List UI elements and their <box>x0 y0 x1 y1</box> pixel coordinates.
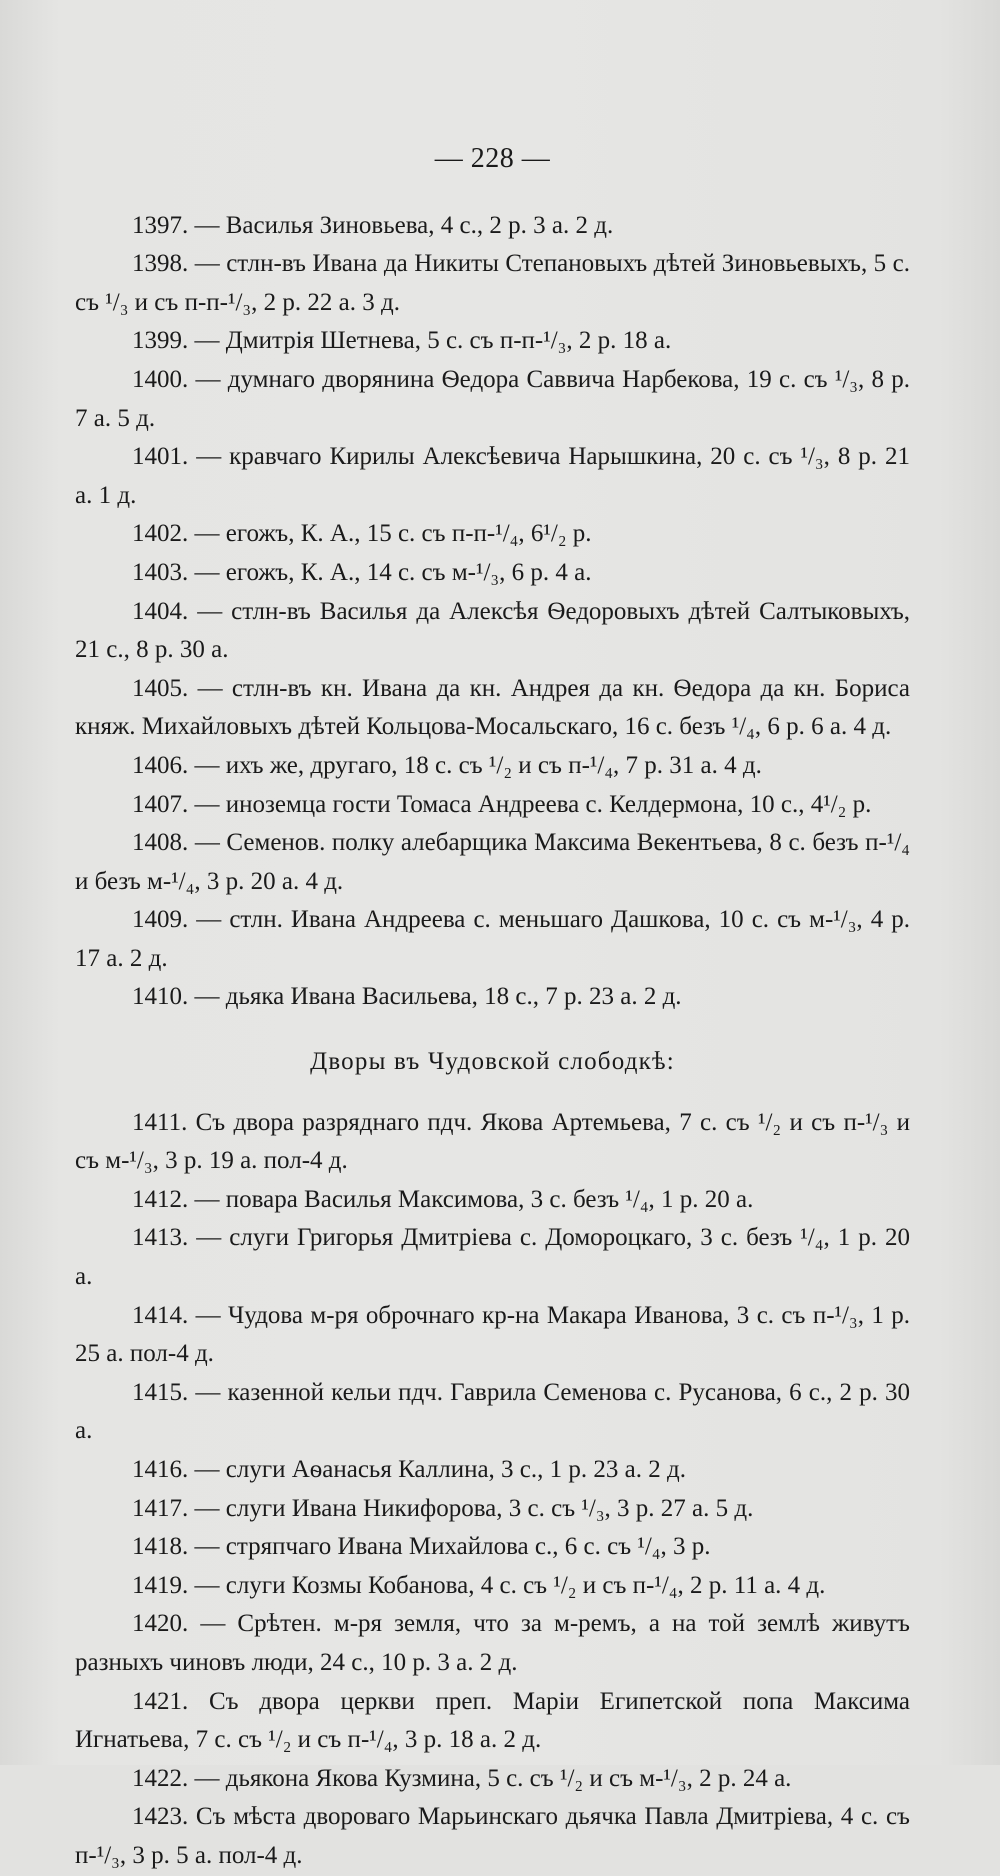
entry-1415: 1415. — казенной кельи пдч. Гаврила Семенова с. Русанова, 6 с., 2 р. 30 а. <box>75 1378 910 1445</box>
entries-list-top <box>75 207 910 1017</box>
entry-1398: 1398. — стлн-въ Ивана да Никиты Степановыхъ дѣтей Зиновьевыхъ, 5 с. съ ¹/₃ и съ п-п-¹/₃, 2 р. 22 а. 3 д. <box>75 250 910 316</box>
entry-1412: 1412. — повара Василья Максимова, 3 с. безъ ¹/₄, 1 р. 20 а. <box>132 1185 754 1213</box>
entry-1406: 1406. — ихъ же, другаго, 18 с. съ ¹/₂ и съ п-¹/₄, 7 р. 31 а. 4 д. <box>132 751 762 779</box>
entry-1418: 1418. — стряпчаго Ивана Михайлова с., 6 с. съ ¹/₄, 3 р. <box>132 1533 711 1561</box>
entry-1413: 1413. — слуги Григорья Дмитріева с. Домороцкаго, 3 с. безъ ¹/₄, 1 р. 20 а. <box>75 1224 910 1291</box>
entry-1404: 1404. — стлн-въ Василья да Алексѣя Ѳедоровыхъ дѣтей Салтыковыхъ, 21 с., 8 р. 30 а. <box>75 597 910 664</box>
entry-1401: 1401. — кравчаго Кирилы Алексѣевича Нарышкина, 20 с. съ ¹/₃, 8 р. 21 а. 1 д. <box>75 443 910 509</box>
entry-1420: 1420. — Срѣтен. м-ря земля, что за м-ремъ, а на той землѣ живутъ разныхъ чиновъ люди, 24 с., 10 р. 3 а. 2 д. <box>75 1610 910 1676</box>
entry-1416: 1416. — слуги Аѳанасья Каллина, 3 с., 1 р. 23 а. 2 д. <box>132 1456 686 1483</box>
entry-1397: 1397. — Василья Зиновьева, 4 с., 2 р. 3 а. 2 д. <box>132 211 614 239</box>
entry-1399: 1399. — Дмитрія Шетнева, 5 с. съ п-п-¹/₃, 2 р. 18 а. <box>132 327 672 355</box>
entry-1423: 1423. Съ мѣста двороваго Марьинскаго дьячка Павла Дмитріева, 4 с. съ п-¹/₃, 3 р. 5 а. пол-4 д. <box>75 1803 910 1869</box>
entry-1422: 1422. — дьякона Якова Кузмина, 5 с. съ ¹/₂ и съ м-¹/₃, 2 р. 24 а. <box>132 1764 792 1792</box>
entry-1417: 1417. — слуги Ивана Никифорова, 3 с. съ ¹/₃, 3 р. 27 а. 5 д. <box>132 1494 754 1522</box>
page-number: — 228 — <box>434 143 551 174</box>
page-text-block <box>75 140 910 1876</box>
entry-1414: 1414. — Чудова м-ря оброчнаго кр-на Макара Иванова, 3 с. съ п-¹/₃, 1 р. 25 а. пол-4 д. <box>75 1301 910 1368</box>
entry-1421: 1421. Съ двора церкви преп. Маріи Египетской попа Максима Игнатьева, 7 с. съ ¹/₂ и съ п-¹/₄, 3 р. 18 а. 2 д. <box>75 1687 910 1754</box>
entry-1400: 1400. — думнаго дворянина Ѳедора Саввича Нарбекова, 19 с. съ ¹/₃, 8 р. 7 а. 5 д. <box>75 365 910 432</box>
entry-1410: 1410. — дьяка Ивана Васильева, 18 с., 7 р. 23 а. 2 д. <box>132 983 682 1011</box>
entry-1402: 1402. — егожъ, К. А., 15 с. съ п-п-¹/₄, 6¹/₂ р. <box>132 520 592 548</box>
entry-1409: 1409. — стлн. Ивана Андреева с. меньшаго Дашкова, 10 с. съ м-¹/₃, 4 р. 17 а. 2 д. <box>75 906 910 972</box>
section-heading: Дворы въ Чудовской слободкѣ: <box>310 1048 675 1076</box>
entry-1411: 1411. Съ двора разряднаго пдч. Якова Артемьева, 7 с. съ ¹/₂ и съ п-¹/₃ и съ м-¹/₃, 3 р. 19 а. пол-4 д. <box>75 1108 910 1175</box>
entry-1403: 1403. — егожъ, К. А., 14 с. съ м-¹/₃, 6 р. 4 а. <box>132 558 592 586</box>
entry-1419: 1419. — слуги Козмы Кобанова, 4 с. съ ¹/₂ и съ п-¹/₄, 2 р. 11 а. 4 д. <box>132 1571 826 1599</box>
entry-1407: 1407. — иноземца гости Томаса Андреева с. Келдермона, 10 с., 4¹/₂ р. <box>132 790 872 818</box>
entry-1405: 1405. — стлн-въ кн. Ивана да кн. Андрея да кн. Ѳедора да кн. Бориса княж. Михайловыхъ дѣтей Кольцова-Мосальскаго, 16 с. безъ ¹/₄, 6 р. 6 а. 4 д. <box>75 674 910 741</box>
entry-1408: 1408. — Семенов. полку алебарщика Максима Векентьева, 8 с. безъ п-¹/₄ и безъ м-¹/₄, 3 р. 20 а. 4 д. <box>75 829 910 895</box>
entries-list-bottom <box>75 1104 910 1876</box>
